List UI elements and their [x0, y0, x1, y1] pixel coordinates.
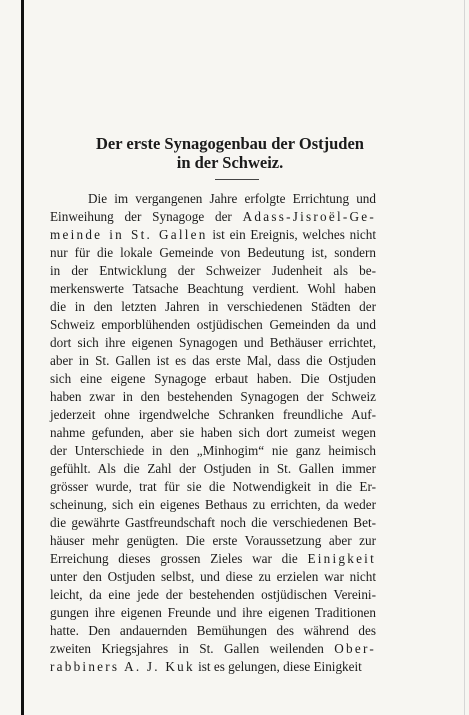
scan-edge-shadow [21, 0, 24, 715]
spaced-emphasis-text: rabbiners A. J. Kuk [50, 659, 195, 674]
body-text-run: ist ein Ereignis, welches nicht [207, 227, 376, 242]
body-text-run: häuser mehr genügten. Die erste Voraussetzung aber zur [50, 533, 376, 548]
body-text-run: scheinung, sich ein eigenes Bethaus zu errichten, da weder [50, 497, 376, 512]
body-text-run: sich eine eigene Synagoge erbaut haben. Die Ostjuden [50, 371, 376, 386]
body-text-run: gefühlt. Als die Zahl der Ostjuden in St. Gallen immer [50, 461, 376, 476]
spaced-emphasis-text: Ober- [334, 641, 376, 656]
spaced-emphasis-text: meinde in St. Gallen [50, 227, 208, 242]
body-line [50, 568, 376, 586]
body-line [50, 640, 376, 658]
body-text-run: dort sich ihre eigenen Synagogen und Bethäuser errichtet, [50, 335, 376, 350]
body-line [50, 280, 376, 298]
body-text-run: der Unterschiede in den „Minhogim“ nie ganz heimisch [50, 443, 376, 458]
page-fold-line [464, 0, 465, 715]
body-text-run: die in den letzten Jahren in verschiedenen Städten der [50, 299, 376, 314]
body-line [50, 442, 376, 460]
body-text-run: haben zwar in den bestehenden Synagogen der Schweiz [50, 389, 376, 404]
body-line [50, 532, 376, 550]
body-line [50, 586, 376, 604]
body-text-run: zweiten Kriegsjahres in St. Gallen weilenden [50, 641, 335, 656]
body-text-run: gungen ihre eigenen Freunde und ihre eigenen Traditionen [50, 605, 376, 620]
body-text-run: Schweiz emporblühenden ostjüdischen Gemeinden da und [50, 317, 376, 332]
body-line [50, 622, 376, 640]
body-line [50, 478, 376, 496]
body-line [50, 514, 376, 532]
body-line [50, 298, 376, 316]
body-text-run: nahme gefunden, aber sie haben sich dort zumeist wegen [50, 425, 376, 440]
body-text-run: grösser wurde, trat für sie die Notwendigkeit in die Er- [50, 479, 376, 494]
body-text-run: in der Entwicklung der Schweizer Judenheit als be- [50, 263, 376, 278]
body-text-run: merkenswerte Tatsache Beachtung verdient. Wohl haben [50, 281, 376, 296]
body-line [50, 460, 376, 478]
body-line [50, 226, 376, 244]
title-divider [215, 179, 259, 180]
body-line [50, 262, 376, 280]
body-line [50, 388, 376, 406]
body-text-run: ist es gelungen, diese Einigkeit [194, 659, 362, 674]
body-line [50, 334, 376, 352]
body-line [50, 406, 376, 424]
body-line [50, 208, 376, 226]
spaced-emphasis-text: Einigkeit [307, 551, 376, 566]
body-text-run: leicht, da eine jede der bestehenden ostjüdischen Vereini- [50, 587, 376, 602]
article-title-line-1: Der erste Synagogenbau der Ostjuden [96, 134, 364, 153]
body-line [50, 550, 376, 568]
body-text-run: jederzeit ohne irgendwelche Schranken freundliche Auf- [50, 407, 376, 422]
article-title-line-2: in der Schweiz. [176, 153, 284, 172]
body-line [50, 424, 376, 442]
body-line [50, 604, 376, 622]
body-text-run: nur für die lokale Gemeinde von Bedeutung ist, sondern [50, 245, 376, 260]
body-line [50, 352, 376, 370]
body-text-run: Die im vergangenen Jahre erfolgte Errichtung und [88, 191, 376, 206]
body-line [50, 496, 376, 514]
body-text-run: Einweihung der Synagoge der [50, 209, 243, 224]
body-text-run: die gewährte Gastfreundschaft noch die verschiedenen Bet- [50, 515, 376, 530]
body-text-run: Erreichung dieses grossen Zieles war die [50, 551, 308, 566]
body-line [50, 244, 376, 262]
body-text-run: hatte. Den andauernden Bemühungen des während des [50, 623, 376, 638]
body-line [88, 190, 376, 208]
body-text-run: unter den Ostjuden selbst, und diese zu erzielen war nicht [50, 569, 376, 584]
body-text-run: aber in St. Gallen ist es das erste Mal, dass die Ostjuden [50, 353, 376, 368]
body-line [50, 316, 376, 334]
body-line [50, 658, 376, 676]
spaced-emphasis-text: Adass-Jisroël-Ge- [242, 209, 376, 224]
body-line [50, 370, 376, 388]
